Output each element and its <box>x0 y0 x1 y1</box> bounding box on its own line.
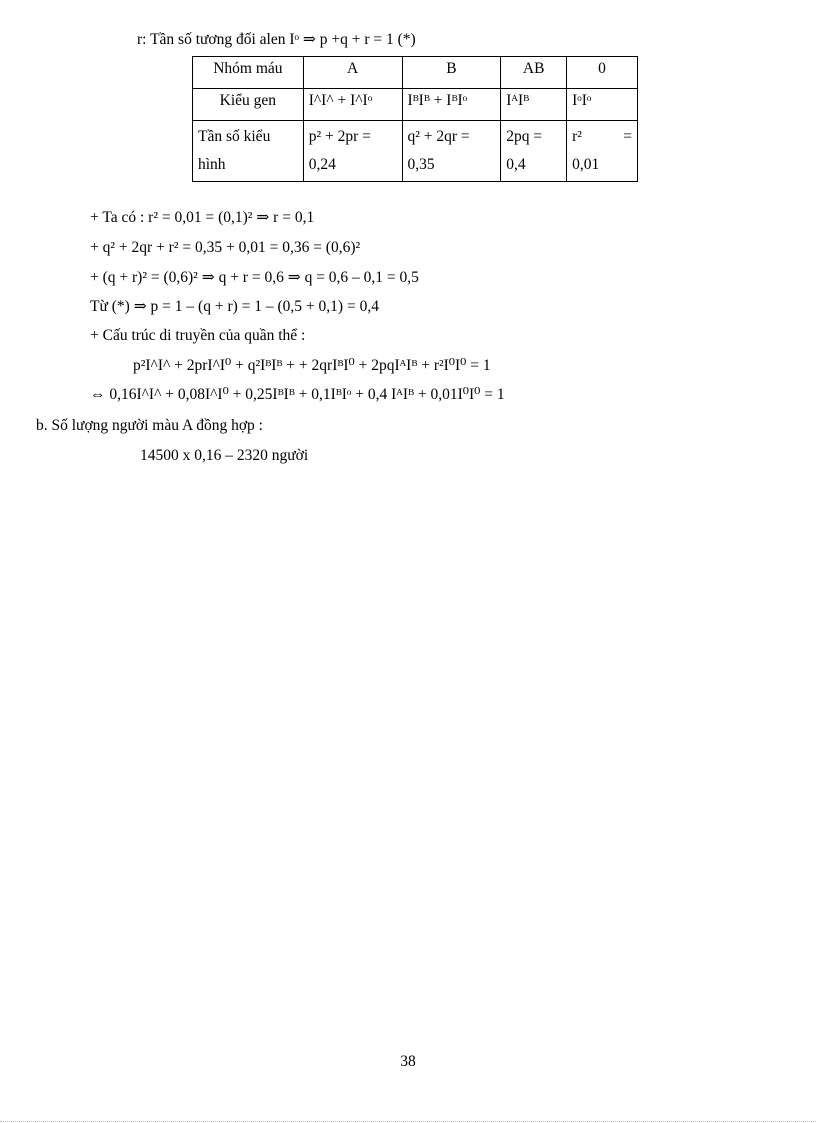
frequency-value: 0,01 <box>572 156 600 173</box>
frequency-expr: p² + 2pr = <box>308 128 371 145</box>
frequency-expr-equals: = <box>623 128 632 145</box>
frequency-cell <box>402 121 501 182</box>
genotype-cell: IᵒIᵒ <box>567 89 638 121</box>
table-header-row <box>193 57 638 89</box>
table-header-cell: Nhóm máu <box>193 57 304 89</box>
frequency-label-bottom: hình <box>198 156 226 173</box>
intro-line: r: Tần số tương đối alen Iᵒ ⇒ p +q + r = 1 (*) <box>137 31 416 48</box>
page-bottom-divider <box>0 1121 816 1122</box>
genotype-cell: I^I^ + I^Iᵒ <box>303 89 402 121</box>
genotype-label: Kiểu gen <box>193 89 304 121</box>
frequency-cell <box>501 121 567 182</box>
frequency-label <box>193 121 304 182</box>
genotype-cell: IᴬIᴮ <box>501 89 567 121</box>
frequency-label-top: Tần số kiểu <box>198 128 271 145</box>
genotype-cell: IᴮIᴮ + IᴮIᵒ <box>402 89 501 121</box>
frequency-cell <box>567 121 638 182</box>
table-header-cell: B <box>402 57 501 89</box>
table-genotype-row <box>193 89 638 121</box>
frequency-expr: 2pq = <box>506 128 543 145</box>
population-structure-formula: p²I^I^ + 2prI^I⁰ + q²IᴮIᴮ + + 2qrIᴮI⁰ + 2pqIᴬIᴮ + r²I⁰I⁰ = 1 <box>133 357 491 374</box>
frequency-cell <box>303 121 402 182</box>
population-structure-values: ⇔ 0,16I^I^ + 0,08I^I⁰ + 0,25IᴮIᴮ + 0,1IᴮIᵒ + 0,4 IᴬIᴮ + 0,01I⁰I⁰ = 1 <box>90 386 505 403</box>
frequency-value: 0,4 <box>506 156 526 173</box>
page-number: 38 <box>400 1053 416 1070</box>
blood-group-table <box>192 56 638 182</box>
solution-line: + Cấu trúc di truyền của quần thể : <box>90 327 306 344</box>
table-header-cell: 0 <box>567 57 638 89</box>
part-b-heading: b. Số lượng người màu A đồng hợp : <box>36 417 263 434</box>
table-header-cell: A <box>303 57 402 89</box>
frequency-expr: q² + 2qr = <box>407 128 470 145</box>
part-b-calculation: 14500 x 0,16 – 2320 người <box>140 447 309 464</box>
solution-line: + q² + 2qr + r² = 0,35 + 0,01 = 0,36 = (0,6)² <box>90 239 361 256</box>
table-frequency-row <box>193 121 638 182</box>
table-header-cell: AB <box>501 57 567 89</box>
frequency-expr-pair <box>572 123 632 151</box>
frequency-value: 0,35 <box>407 156 435 173</box>
solution-line: + (q + r)² = (0,6)² ⇒ q + r = 0,6 ⇒ q = 0,6 – 0,1 = 0,5 <box>90 269 419 286</box>
frequency-expr: r² <box>572 128 582 145</box>
solution-line: Từ (*) ⇒ p = 1 – (q + r) = 1 – (0,5 + 0,1) = 0,4 <box>90 298 379 315</box>
frequency-value: 0,24 <box>308 156 336 173</box>
solution-line: + Ta có : r² = 0,01 = (0,1)² ⇒ r = 0,1 <box>90 209 315 226</box>
